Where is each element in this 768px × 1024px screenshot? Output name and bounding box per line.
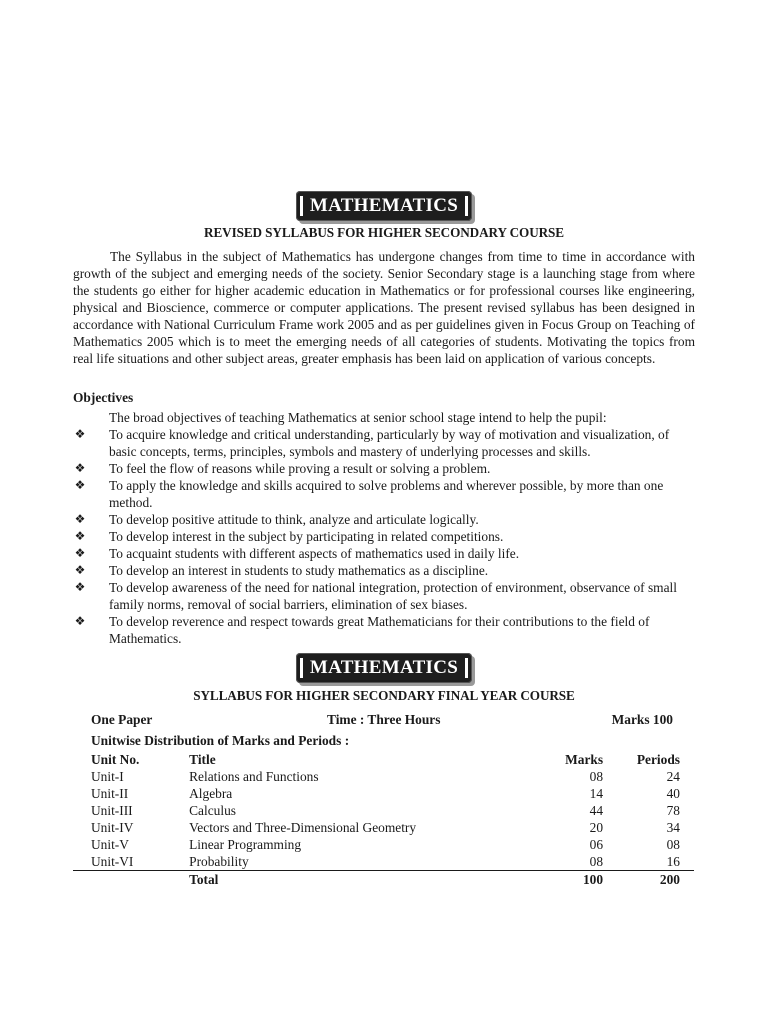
objective-item xyxy=(73,511,695,528)
header-marks: Marks xyxy=(565,752,604,767)
table-row xyxy=(73,853,694,871)
header-unit: Unit No. xyxy=(91,752,140,767)
unit-periods-cell: 16 xyxy=(666,854,680,869)
objective-text: To acquaint students with different aspects of mathematics used in daily life. xyxy=(109,546,520,561)
unitwise-label: Unitwise Distribution of Marks and Periods : xyxy=(91,733,350,748)
objective-text: To feel the flow of reasons while proving a result or solving a problem. xyxy=(109,461,491,476)
unit-title-cell: Calculus xyxy=(189,803,236,818)
exam-time: Time : Three Hours xyxy=(327,712,441,727)
unit-marks-cell: 06 xyxy=(589,837,604,852)
objective-text: To develop reverence and respect towards great Mathematicians for their contributions to the field of Mathematics. xyxy=(109,614,650,646)
unit-periods-cell: 40 xyxy=(666,786,680,801)
table-row xyxy=(73,802,694,819)
objective-text: To develop positive attitude to think, analyze and articulate logically. xyxy=(109,512,479,527)
unit-number-cell: Unit-V xyxy=(91,837,129,852)
unit-number-cell: Unit-II xyxy=(91,786,129,801)
objective-item xyxy=(73,426,695,460)
unit-number-cell: Unit-III xyxy=(91,803,133,818)
diamond-bullet-icon: ❖ xyxy=(74,563,86,577)
objective-text: To acquire knowledge and critical understanding, particularly by way of motivation and visualization, of basic concepts, terms, principles, symbols and mastery of underlying processes and skills. xyxy=(109,427,670,459)
subject-banner: MATHEMATICS xyxy=(296,191,472,221)
table-row xyxy=(73,768,694,785)
subject-banner: MATHEMATICS xyxy=(296,653,472,683)
unit-marks-cell: 08 xyxy=(589,854,604,869)
diamond-bullet-icon: ❖ xyxy=(74,478,86,492)
objective-text: To apply the knowledge and skills acquired to solve problems and wherever possible, by more than one method. xyxy=(109,478,664,510)
syllabus-heading: REVISED SYLLABUS FOR HIGHER SECONDARY COURSE xyxy=(204,225,564,240)
section-banner-wrap xyxy=(0,191,768,221)
objectives-title: Objectives xyxy=(73,390,134,405)
diamond-bullet-icon: ❖ xyxy=(74,529,86,543)
table-total-row xyxy=(73,871,694,889)
diamond-bullet-icon: ❖ xyxy=(74,461,86,475)
header-periods: Periods xyxy=(636,752,680,767)
marks-distribution-table xyxy=(73,751,694,888)
unit-number-cell: Unit-IV xyxy=(91,820,134,835)
objective-text: To develop awareness of the need for national integration, protection of environment, observance of small family norms, removal of social barriers, elimination of sex biases. xyxy=(109,580,677,612)
unit-periods-cell: 34 xyxy=(666,820,680,835)
objectives-intro: The broad objectives of teaching Mathematics at senior school stage intend to help the pupil: xyxy=(109,410,607,425)
objective-item xyxy=(73,477,695,511)
total-marks: Marks 100 xyxy=(611,712,673,727)
unit-periods-cell: 78 xyxy=(666,803,680,818)
diamond-bullet-icon: ❖ xyxy=(74,512,86,526)
unit-marks-cell: 08 xyxy=(589,769,604,784)
unit-marks-cell: 44 xyxy=(589,803,604,818)
unit-title-cell: Algebra xyxy=(189,786,233,801)
total-periods-cell: 200 xyxy=(607,871,694,889)
objectives-list xyxy=(73,426,695,647)
table-header-row xyxy=(73,751,694,768)
table-row xyxy=(73,785,694,802)
unit-number-cell: Unit-I xyxy=(91,769,124,784)
intro-paragraph: The Syllabus in the subject of Mathematics has undergone changes from time to time in accordance with growth of the subject and emerging needs of the society. Senior Secondary stage is a launching stage from where the students go either for higher academic education in Mathematics or for professional courses like engineering, physical and Bioscience, commerce or computer applications. The present revised syllabus has been designed in accordance with National Curriculum Frame work 2005 and as per guidelines given in Focus Group on Teaching of Mathematics 2005 which is to meet the emerging needs of all categories of students. Motivating the topics from real life situations and other subject areas, greater emphasis has been laid on application of various concepts. xyxy=(73,249,695,366)
unit-number-cell: Unit-VI xyxy=(91,854,134,869)
total-unit-cell xyxy=(73,871,189,889)
unit-title-cell: Vectors and Three-Dimensional Geometry xyxy=(189,820,417,835)
objective-item xyxy=(73,579,695,613)
table-row xyxy=(73,819,694,836)
diamond-bullet-icon: ❖ xyxy=(74,614,86,628)
objective-text: To develop interest in the subject by participating in related competitions. xyxy=(109,529,504,544)
unit-periods-cell: 08 xyxy=(666,837,680,852)
paper-count: One Paper xyxy=(91,712,153,727)
unit-marks-cell: 20 xyxy=(589,820,604,835)
unit-periods-cell: 24 xyxy=(666,769,680,784)
objective-item xyxy=(73,460,695,477)
unit-title-cell: Probability xyxy=(189,854,249,869)
unit-title-cell: Linear Programming xyxy=(189,837,302,852)
final-year-heading: SYLLABUS FOR HIGHER SECONDARY FINAL YEAR COURSE xyxy=(193,688,575,703)
diamond-bullet-icon: ❖ xyxy=(74,546,86,560)
objective-item xyxy=(73,562,695,579)
objective-text: To develop an interest in students to study mathematics as a discipline. xyxy=(109,563,489,578)
objective-item xyxy=(73,528,695,545)
total-label: Total xyxy=(189,871,516,889)
diamond-bullet-icon: ❖ xyxy=(74,580,86,594)
header-title: Title xyxy=(189,752,216,767)
unit-title-cell: Relations and Functions xyxy=(189,769,319,784)
objective-item xyxy=(73,613,695,647)
total-marks-cell: 100 xyxy=(516,871,607,889)
diamond-bullet-icon: ❖ xyxy=(74,427,86,441)
table-row xyxy=(73,836,694,853)
unit-marks-cell: 14 xyxy=(589,786,604,801)
section-banner-wrap xyxy=(0,653,768,683)
objective-item xyxy=(73,545,695,562)
